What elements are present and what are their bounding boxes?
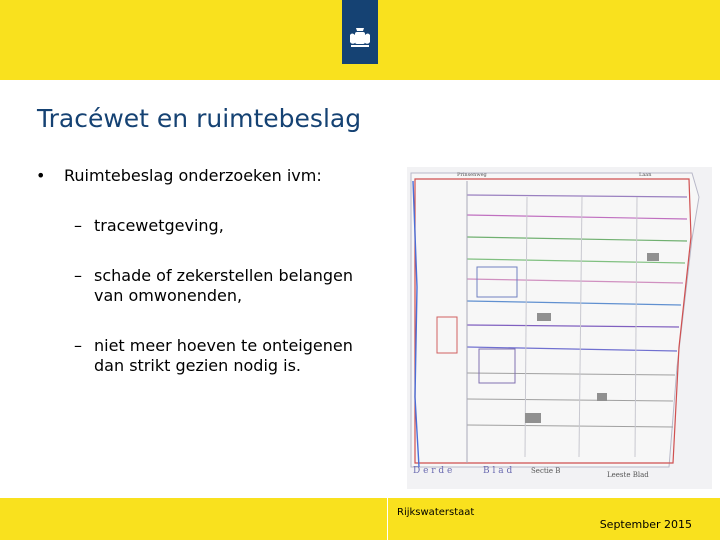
bullet-dot-icon: • bbox=[36, 166, 46, 185]
bullet-item bbox=[36, 166, 366, 186]
map-label: Laan bbox=[639, 172, 652, 178]
map-label: Sectie B bbox=[531, 467, 561, 475]
rijksoverheid-logo bbox=[342, 0, 378, 64]
sub-bullet-list bbox=[36, 216, 366, 376]
sub-bullet-item bbox=[74, 266, 366, 306]
bullet-text: Ruimtebeslag onderzoeken ivm: bbox=[64, 166, 322, 185]
cadastral-map-image bbox=[407, 167, 712, 489]
slide-title: Tracéwet en ruimtebeslag bbox=[37, 104, 362, 133]
dash-icon: – bbox=[74, 216, 82, 235]
sub-bullet-text: niet meer hoeven te onteigenen dan strikt gezien nodig is. bbox=[94, 336, 353, 375]
dash-icon: – bbox=[74, 266, 82, 285]
organisation-name: Rijkswaterstaat bbox=[397, 507, 475, 518]
sub-bullet-text: tracewetgeving, bbox=[94, 216, 224, 235]
footer-divider bbox=[387, 498, 388, 540]
map-label: Prinsenweg bbox=[457, 172, 487, 178]
bullet-list bbox=[36, 166, 366, 406]
dash-icon: – bbox=[74, 336, 82, 355]
footer-date: September 2015 bbox=[599, 518, 692, 531]
sub-bullet-text: schade of zekerstellen belangen van omwonenden, bbox=[94, 266, 353, 305]
map-label: D e r d e bbox=[413, 466, 453, 476]
map-label: Leeste Blad bbox=[607, 471, 649, 479]
sub-bullet-item bbox=[74, 336, 366, 376]
map-label: B l a d bbox=[483, 466, 513, 476]
sub-bullet-item bbox=[74, 216, 366, 236]
coat-of-arms-icon bbox=[347, 26, 373, 50]
